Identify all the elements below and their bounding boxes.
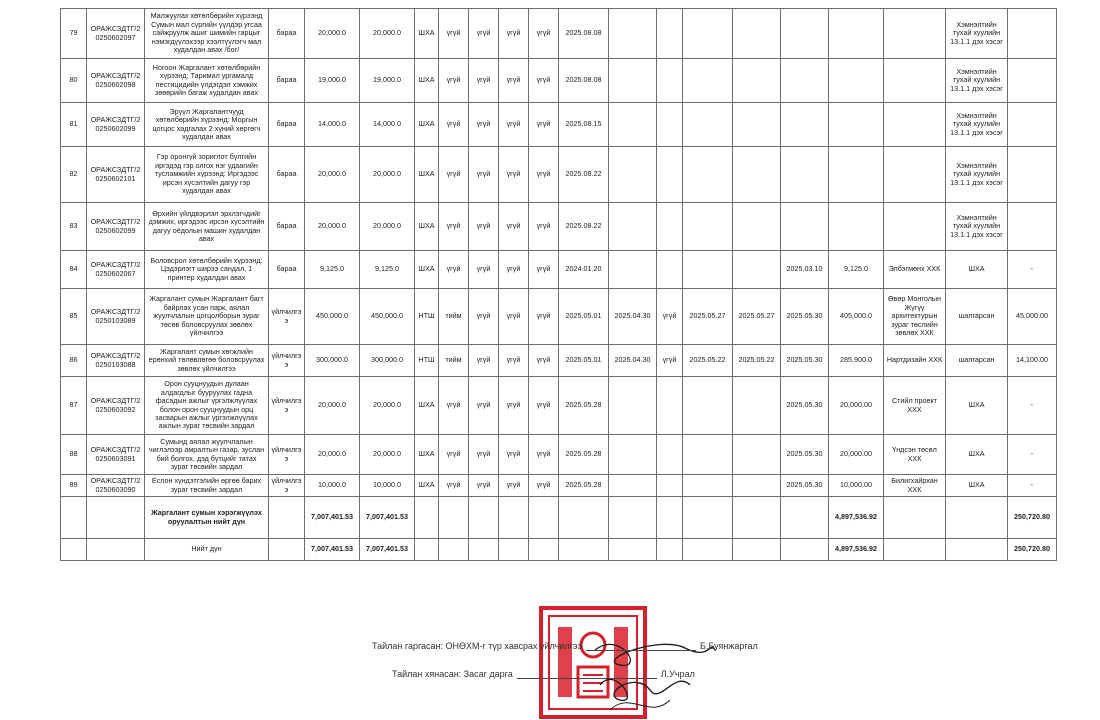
reviewed-label: Тайлан хянасан: Засаг дарга [392,669,513,679]
cell-code: ОРАЖСЗДТГ/2 0250603092 [87,377,145,435]
cell-f4: үгүй [529,103,559,147]
subtotal-row [61,497,1057,539]
cell-amount2: 20,000.0 [360,203,415,251]
cell-date1: 2025.08.15 [559,103,609,147]
cell-contract: 9,125.0 [829,251,884,289]
cell-supplier: Нартдизайн ХХК [884,345,946,377]
cell-date3: 2025.05.22 [683,345,733,377]
cell-f5 [657,475,683,497]
cell-amount2: 19,000.0 [360,59,415,103]
cell-f2: үгүй [469,59,499,103]
cell-desc: Гэр оронгүй зориглот бүлгийн иргэдэд гэр олгох нэг удаагийн тусламжийн хүрээнд: Иргэдээс ирсэн хүсэлтийн дагуу гэр худалдан авах [145,147,269,203]
cell-method: ШХА [415,377,439,435]
cell-num: 84 [61,251,87,289]
cell-date2 [609,59,657,103]
cell-date2 [609,251,657,289]
cell-num: 85 [61,289,87,345]
cell-f1: үгүй [439,377,469,435]
cell-type: бараа [269,59,305,103]
cell-date4 [733,435,781,475]
cell-f4: үгүй [529,203,559,251]
cell-code: ОРАЖСЗДТГ/2 0250602098 [87,59,145,103]
cell-date1: 2025.08.08 [559,9,609,59]
subtotal-amount1: 7,007,401.53 [305,497,360,539]
cell-f5 [657,251,683,289]
cell-amount1: 450,000.0 [305,289,360,345]
cell-supplier: Стийл проект ХХХ [884,377,946,435]
cell-f1: тийм [439,289,469,345]
cell-saving: - [1008,435,1057,475]
cell-desc: Малжуулах хөтөлбөрийн хүрээнд Сумын мал сүргийн үүлдэр угсаа сайжруулж ашиг шимийн гарцыг нэмэгдүүлэхээр хээлтүүлэгч мал худалдан авах /бог/ [145,9,269,59]
reviewed-name: Л.Учрал [660,669,695,679]
cell-supplier: Өвөр Монголын Жүгүү архитектурын зураг төслийн зөвлөх ХХК [884,289,946,345]
cell-amount2: 20,000.0 [360,377,415,435]
total-saving: 250,720.80 [1008,539,1057,561]
cell-f2: үгүй [469,103,499,147]
cell-date4 [733,475,781,497]
cell-date4 [733,59,781,103]
table-row [61,147,1057,203]
cell-date2: 2025.04.30 [609,289,657,345]
cell-contract [829,203,884,251]
cell-status: ШХА [946,435,1008,475]
cell-num: 79 [61,9,87,59]
cell-f3: үгүй [499,9,529,59]
cell-f4: үгүй [529,9,559,59]
cell-amount1: 20,000.0 [305,203,360,251]
cell-code: ОРАЖСЗДТГ/2 0250603091 [87,435,145,475]
procurement-table [60,8,1057,561]
cell-num: 82 [61,147,87,203]
cell-saving [1008,9,1057,59]
cell-f4: үгүй [529,251,559,289]
cell-amount2: 20,000.0 [360,9,415,59]
subtotal-label: Жаргалант сумын хэрэгжүүлэх оруулалтын нийт дүн [145,497,269,539]
cell-date4: 2025.05.22 [733,345,781,377]
cell-date5 [781,203,829,251]
cell-date5 [781,103,829,147]
cell-code: ОРАЖСЗДТГ/2 0250602101 [87,147,145,203]
table-row [61,345,1057,377]
prepared-by-line [372,640,758,651]
cell-date2 [609,103,657,147]
cell-amount2: 20,000.0 [360,147,415,203]
cell-contract: 405,000.0 [829,289,884,345]
cell-date4 [733,203,781,251]
cell-f4: үгүй [529,59,559,103]
cell-num: 89 [61,475,87,497]
cell-date3 [683,103,733,147]
subtotal-amount2: 7,007,401.53 [360,497,415,539]
cell-f5 [657,377,683,435]
cell-date2 [609,475,657,497]
cell-f4: үгүй [529,435,559,475]
cell-status: Хэмнэлтийн тухай хуулийн 13.1.1 дэх хэсэг [946,9,1008,59]
cell-date2 [609,435,657,475]
cell-f1: үгүй [439,103,469,147]
cell-status: ШХА [946,377,1008,435]
cell-date5 [781,59,829,103]
cell-f4: үгүй [529,147,559,203]
reviewed-by-line [392,668,695,679]
cell-saving [1008,59,1057,103]
cell-supplier [884,147,946,203]
cell-f2: үгүй [469,289,499,345]
cell-date2 [609,203,657,251]
cell-method: ШХА [415,251,439,289]
cell-method: ШХА [415,147,439,203]
total-amount2: 7,007,401.53 [360,539,415,561]
cell-desc: Өрхийн үйлдвэрлэл эрхлэгчдийг дэмжих, иргэдээс ирсэн хүсэлтийн дагуу оёдолын машин худалдан авах [145,203,269,251]
cell-desc: Еслон хүндэтгэлийн өргөө барих зураг төсвийн зардал [145,475,269,497]
cell-amount1: 14,000.0 [305,103,360,147]
cell-supplier: Үндсэн төсөл ХХК [884,435,946,475]
cell-f5 [657,59,683,103]
table-row [61,9,1057,59]
cell-date4 [733,147,781,203]
cell-f5 [657,9,683,59]
cell-type: бараа [269,147,305,203]
cell-f1: үгүй [439,9,469,59]
cell-status: Хэмнэлтийн тухай хуулийн 13.1.1 дэх хэсэг [946,147,1008,203]
cell-amount1: 9,125.0 [305,251,360,289]
cell-supplier [884,59,946,103]
cell-amount2: 10,000.0 [360,475,415,497]
cell-date5: 2025.05.30 [781,435,829,475]
cell-f5 [657,103,683,147]
cell-f4: үгүй [529,377,559,435]
cell-desc: Орон сууцнуудын дулаан алдагдлыг бууруулах гадна фасадын ажлыг үргэлжлүүлах болон орон сууцнуудын орц засварын ажлыг үргэлжлүүлах ажлын зураг төсвийн зардал [145,377,269,435]
total-contract: 4,897,536.92 [829,539,884,561]
prepared-name: Б.Буянжаргал [700,641,758,651]
cell-f1: үгүй [439,147,469,203]
cell-amount1: 19,000.0 [305,59,360,103]
cell-date1: 2025.08.22 [559,203,609,251]
cell-date1: 2025.05.28 [559,377,609,435]
cell-code: ОРАЖСЗДТГ/2 0250603090 [87,475,145,497]
cell-saving: - [1008,251,1057,289]
cell-date5: 2025.05.30 [781,289,829,345]
table-row [61,475,1057,497]
cell-f2: үгүй [469,203,499,251]
cell-date3 [683,251,733,289]
cell-contract: 20,000.00 [829,377,884,435]
cell-amount1: 10,000.0 [305,475,360,497]
cell-date4 [733,251,781,289]
cell-num: 88 [61,435,87,475]
cell-method: ШХА [415,203,439,251]
cell-f3: үгүй [499,103,529,147]
cell-date2 [609,147,657,203]
cell-saving [1008,103,1057,147]
cell-f5 [657,203,683,251]
cell-f2: үгүй [469,475,499,497]
cell-date5: 2025.05.30 [781,475,829,497]
cell-desc: Жаргалант сумын хөгжлийн ерөнхий төлөвлөгөө боловсруулах зөвлөх үйлчилгээ [145,345,269,377]
cell-date1: 2025.05.01 [559,345,609,377]
cell-date3 [683,203,733,251]
summary-body [61,497,1057,561]
cell-date2: 2025.04.30 [609,345,657,377]
cell-contract: 285,900.0 [829,345,884,377]
cell-code: ОРАЖСЗДТГ/2 0250602099 [87,203,145,251]
cell-f5 [657,147,683,203]
cell-date3 [683,147,733,203]
cell-status: шалгарсан [946,289,1008,345]
table-row [61,377,1057,435]
cell-type: үйлчилгээ [269,377,305,435]
cell-f3: үгүй [499,377,529,435]
cell-code: ОРАЖСЗДТГ/2 0250602097 [87,9,145,59]
cell-status: Хэмнэлтийн тухай хуулийн 13.1.1 дэх хэсэг [946,203,1008,251]
cell-date4 [733,377,781,435]
cell-saving [1008,147,1057,203]
cell-type: үйлчилгээ [269,289,305,345]
cell-date5 [781,147,829,203]
cell-method: ШХА [415,435,439,475]
cell-num: 86 [61,345,87,377]
table-body [61,9,1057,497]
cell-f1: үгүй [439,251,469,289]
table-row [61,103,1057,147]
cell-f2: үгүй [469,345,499,377]
cell-date3: 2025.05.27 [683,289,733,345]
cell-f2: үгүй [469,147,499,203]
cell-f2: үгүй [469,435,499,475]
cell-date3 [683,377,733,435]
cell-code: ОРАЖСЗДТГ/2 0250602099 [87,103,145,147]
cell-type: үйлчилгээ [269,345,305,377]
cell-method: ШХА [415,103,439,147]
cell-num: 80 [61,59,87,103]
cell-f5: үгүй [657,289,683,345]
cell-method: ШХА [415,9,439,59]
cell-date1: 2025.08.08 [559,59,609,103]
table-row [61,251,1057,289]
cell-supplier: Элбэгмөнх ХХК [884,251,946,289]
cell-type: үйлчилгээ [269,435,305,475]
cell-type: бараа [269,103,305,147]
cell-f3: үгүй [499,289,529,345]
signature-footer [0,632,1100,720]
total-row [61,539,1057,561]
cell-date1: 2025.08.22 [559,147,609,203]
cell-type: үйлчилгээ [269,475,305,497]
cell-supplier: Билигхайрхан ХХК [884,475,946,497]
table-row [61,435,1057,475]
cell-status: Хэмнэлтийн тухай хуулийн 13.1.1 дэх хэсэг [946,59,1008,103]
cell-amount1: 20,000.0 [305,377,360,435]
cell-type: бараа [269,203,305,251]
cell-date3 [683,9,733,59]
cell-f3: үгүй [499,435,529,475]
cell-f2: үгүй [469,9,499,59]
cell-f3: үгүй [499,59,529,103]
cell-date1: 2025.05.01 [559,289,609,345]
cell-date3 [683,435,733,475]
table-row [61,289,1057,345]
cell-desc: Эрүүл Жаргалантчууд хөтөлбөрийн хүрээнд: Моргын цогцос хадгалах 2 хүний хөргөгч худалдан авах [145,103,269,147]
cell-contract [829,103,884,147]
cell-f3: үгүй [499,475,529,497]
cell-date5: 2025.05.30 [781,377,829,435]
cell-amount2: 300,000.0 [360,345,415,377]
cell-method: ШХА [415,59,439,103]
cell-f1: үгүй [439,475,469,497]
cell-f3: үгүй [499,251,529,289]
cell-date3 [683,59,733,103]
cell-f4: үгүй [529,345,559,377]
cell-date4: 2025.05.27 [733,289,781,345]
cell-type: бараа [269,9,305,59]
cell-status: ШХА [946,251,1008,289]
cell-date5: 2025.03.10 [781,251,829,289]
cell-f3: үгүй [499,147,529,203]
cell-f4: үгүй [529,289,559,345]
cell-amount2: 9,125.0 [360,251,415,289]
cell-num: 81 [61,103,87,147]
cell-date2 [609,377,657,435]
cell-contract [829,147,884,203]
cell-saving: - [1008,377,1057,435]
cell-amount1: 300,000.0 [305,345,360,377]
cell-contract: 10,000.00 [829,475,884,497]
subtotal-saving: 250,720.80 [1008,497,1057,539]
cell-type: бараа [269,251,305,289]
cell-amount1: 20,000.0 [305,147,360,203]
cell-date5 [781,9,829,59]
cell-f1: тийм [439,345,469,377]
cell-amount2: 14,000.0 [360,103,415,147]
table-row [61,59,1057,103]
cell-saving: - [1008,475,1057,497]
total-label: Нийт дүн [145,539,269,561]
cell-saving: 14,100.00 [1008,345,1057,377]
cell-code: ОРАЖСЗДТГ/2 0250602067 [87,251,145,289]
cell-desc: Ногоон Жаргалант хөтөлбөрийн хүрээнд: Таримал ургамалд пестицидийн үлдэгдэл хэмжих зөөврийн багаж худалдан авах [145,59,269,103]
cell-supplier [884,203,946,251]
cell-date4 [733,103,781,147]
cell-f2: үгүй [469,377,499,435]
cell-code: ОРАЖСЗДТГ/2 0250103089 [87,289,145,345]
cell-amount2: 20,000.0 [360,435,415,475]
cell-num: 87 [61,377,87,435]
cell-f1: үгүй [439,59,469,103]
cell-status: Хэмнэлтийн тухай хуулийн 13.1.1 дэх хэсэг [946,103,1008,147]
total-amount1: 7,007,401.53 [305,539,360,561]
cell-f2: үгүй [469,251,499,289]
cell-status: ШХА [946,475,1008,497]
cell-amount1: 20,000.0 [305,435,360,475]
cell-status: шалгарсан [946,345,1008,377]
cell-f4: үгүй [529,475,559,497]
cell-date1: 2025.05.28 [559,475,609,497]
subtotal-contract: 4,897,536.92 [829,497,884,539]
cell-f5: үгүй [657,345,683,377]
report-sheet [60,8,1056,561]
cell-f5 [657,435,683,475]
cell-amount2: 450,000.0 [360,289,415,345]
cell-contract [829,59,884,103]
prepared-label: Тайлан гаргасан: ОНӨХМ-г түр хавсрах үйлчилгээ [372,641,583,651]
cell-f1: үгүй [439,435,469,475]
cell-code: ОРАЖСЗДТГ/2 0250103088 [87,345,145,377]
cell-desc: Боловсрол хөтөлбөрийн хүрээнд: Цэдэрлэгт ширээ сандал, 1 принтер худалдан авах [145,251,269,289]
cell-supplier [884,103,946,147]
cell-supplier [884,9,946,59]
cell-saving: 45,000.00 [1008,289,1057,345]
cell-num: 83 [61,203,87,251]
cell-date5: 2025.05.30 [781,345,829,377]
cell-date1: 2024.01.20 [559,251,609,289]
cell-contract [829,9,884,59]
cell-date4 [733,9,781,59]
cell-date1: 2025.05.28 [559,435,609,475]
cell-f1: үгүй [439,203,469,251]
cell-f3: үгүй [499,203,529,251]
cell-method: ШХА [415,475,439,497]
cell-method: НТШ [415,345,439,377]
cell-desc: Жаргалант сумын Жаргалант багт байрлах усан парк, аялал жуулчлалын цогцолборын зураг төсөв боловсруулах зөвлөх үйлчилгээ [145,289,269,345]
cell-contract: 20,000.00 [829,435,884,475]
cell-date2 [609,9,657,59]
table-row [61,203,1057,251]
cell-desc: Сумынд аялал жуулчлалын чиглэлээр амралтын газар, зуслан бий болгох, дэд бүтцийг татах зураг төсвийн зардал [145,435,269,475]
cell-method: НТШ [415,289,439,345]
cell-amount1: 20,000.0 [305,9,360,59]
cell-f3: үгүй [499,345,529,377]
cell-date3 [683,475,733,497]
cell-saving [1008,203,1057,251]
